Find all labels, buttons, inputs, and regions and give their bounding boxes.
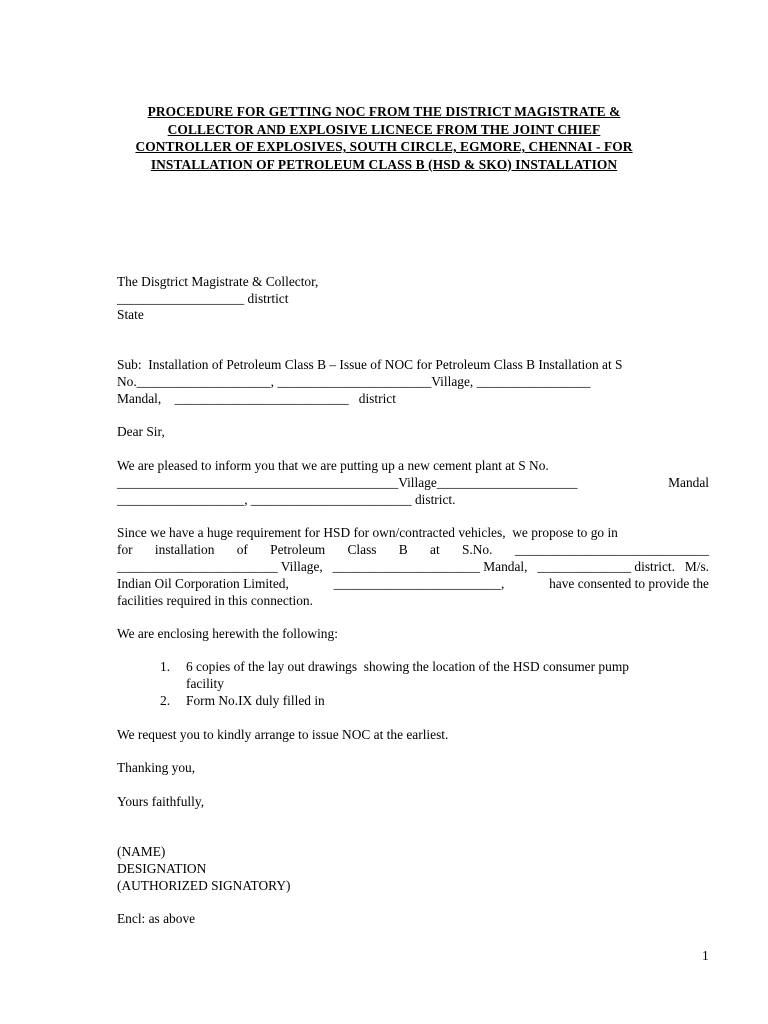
- signatory-authorized: (AUTHORIZED SIGNATORY): [117, 878, 291, 893]
- title-line: COLLECTOR AND EXPLOSIVE LICNECE FROM THE JOINT CHIEF: [167, 121, 601, 137]
- title-line: CONTROLLER OF EXPLOSIVES, SOUTH CIRCLE, EGMORE, CHENNAI - FOR: [135, 139, 633, 154]
- text-fragment: Indian Oil Corporation Limited,: [117, 576, 289, 591]
- text-fragment: have consented to provide the: [549, 576, 709, 591]
- signatory-designation: DESIGNATION: [117, 861, 207, 876]
- list-number: 2.: [160, 693, 171, 708]
- signatory-name: (NAME): [117, 844, 166, 859]
- list-item: Form No.IX duly filled in: [186, 693, 325, 708]
- text-fragment: ______________ district.: [537, 559, 675, 574]
- text-fragment: M/s.: [684, 559, 709, 574]
- word: of: [236, 542, 248, 557]
- enclosing-intro: We are enclosing herewith the following:: [117, 626, 338, 641]
- word: installation: [154, 542, 215, 557]
- addressee-state: State: [117, 307, 144, 322]
- blank-field: __________________________________________Village_____________________: [117, 475, 578, 490]
- paragraph-line: facilities required in this connection.: [117, 593, 313, 608]
- addressee-district: ___________________ distrtict: [117, 291, 289, 306]
- list-item: 6 copies of the lay out drawings showing the location of the HSD consumer pump: [186, 659, 629, 674]
- word: at: [430, 542, 440, 557]
- salutation: Dear Sir,: [117, 424, 165, 439]
- blank-field: _________________________,: [333, 576, 505, 591]
- word: for: [117, 542, 133, 557]
- text-fragment: ________________________ Village,: [117, 559, 323, 574]
- closing-line: Yours faithfully,: [117, 794, 205, 809]
- word: Class: [347, 542, 377, 557]
- subject-line: No.____________________, _______________________Village, _________________: [117, 374, 591, 389]
- paragraph-line: [117, 575, 709, 592]
- paragraph-line: Since we have a huge requirement for HSD for own/contracted vehicles, we propose to go in: [117, 525, 618, 540]
- list-item-continuation: facility: [186, 676, 224, 691]
- addressee-line: The Disgtrict Magistrate & Collector,: [117, 274, 319, 289]
- request-line: We request you to kindly arrange to issue NOC at the earliest.: [117, 727, 449, 742]
- thanking-line: Thanking you,: [117, 760, 196, 775]
- subject-line: Sub: Installation of Petroleum Class B – Issue of NOC for Petroleum Class B Installation at S: [117, 357, 623, 372]
- text-fragment: Mandal: [668, 475, 709, 490]
- text-fragment: ______________________ Mandal,: [332, 559, 528, 574]
- paragraph-line: We are pleased to inform you that we are putting up a new cement plant at S No.: [117, 458, 549, 473]
- subject-line: Mandal, __________________________ district: [117, 391, 396, 406]
- title-line: PROCEDURE FOR GETTING NOC FROM THE DISTRICT MAGISTRATE &: [147, 104, 621, 119]
- paragraph-line: ___________________, ________________________ district.: [117, 492, 456, 507]
- enclosure-note: Encl: as above: [117, 911, 196, 926]
- page-number: 1: [702, 948, 709, 963]
- title-line: INSTALLATION OF PETROLEUM CLASS B (HSD & SKO) INSTALLATION: [150, 156, 618, 172]
- word: B: [398, 542, 408, 557]
- word: S.No.: [461, 542, 493, 557]
- word: Petroleum: [270, 542, 326, 557]
- paragraph-line: [117, 541, 709, 558]
- document-title: [90, 103, 678, 173]
- list-number: 1.: [160, 659, 171, 674]
- blank-field: _____________________________: [514, 542, 709, 557]
- paragraph-line: [117, 474, 709, 491]
- paragraph-line: [117, 558, 709, 575]
